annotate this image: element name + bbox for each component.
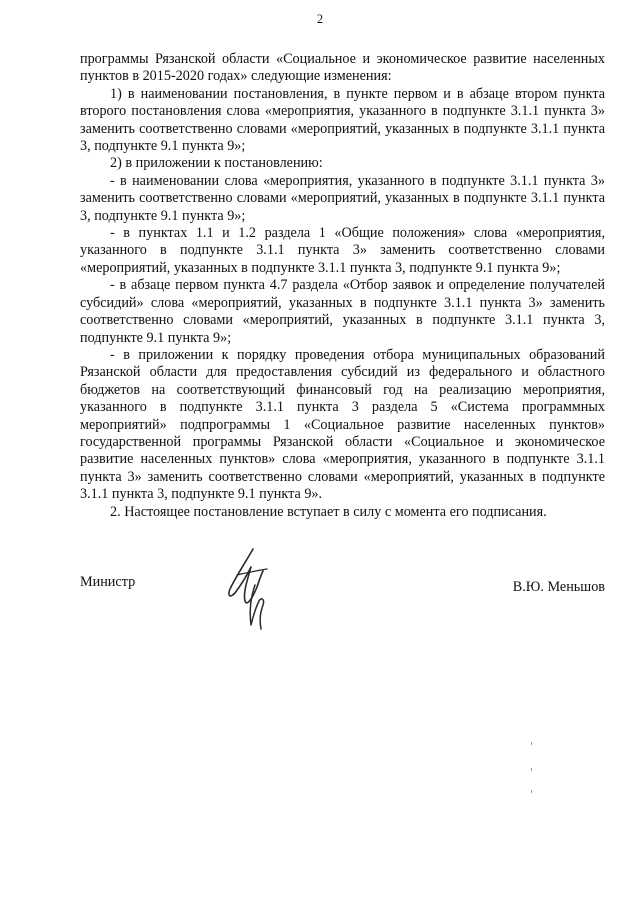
paragraph-sub-naming: - в наименовании слова «мероприятия, указанного в подпункте 3.1.1 пункта 3» заменить соответственно словами «мероприятий, указанных в подпункте 3.1.1 пункта 3, подпункте 9.1 пункта 9»;: [80, 172, 605, 224]
scan-margin-mark: [531, 768, 532, 771]
signature-block: [80, 570, 605, 630]
paragraph-effective-date: 2. Настоящее постановление вступает в силу с момента его подписания.: [110, 503, 547, 520]
handwritten-signature: [215, 545, 285, 635]
page-number: 2: [316, 12, 324, 26]
paragraph-item-1: 1) в наименовании постановления, в пункте первом и в абзаце втором пункта второго постановления слова «мероприятия, указанного в подпункте 3.1.1 пункта 3» заменить соответственно словами «мероприятий, указанных в подпункте 3.1.1 пункта 3, подпункте 9.1 пункта 9»;: [80, 85, 605, 155]
paragraph-item-2: 2) в приложении к постановлению:: [110, 155, 323, 172]
paragraph-sub-points: - в пунктах 1.1 и 1.2 раздела 1 «Общие положения» слова «мероприятия, указанного в подпункте 3.1.1 пункта 3» заменить соответственно словами «мероприятий, указанных в подпункте 3.1.1 пункта 3, подпункте 9.1 пункта 9»;: [80, 225, 605, 276]
paragraph-sub-section-4-7: - в абзаце первом пункта 4.7 раздела «Отбор заявок и определение получателей субсидий» слова «мероприятий, указанных в подпункте 3.1.1 пункта 3» заменить соответственно словами «мероприятий, указанных в подпункте 3.1.1 пункта 3, подпункте 9.1 пункта 9»;: [80, 277, 605, 346]
signer-name: В.Ю. Меньшов: [512, 579, 605, 595]
signer-title: Министр: [80, 574, 136, 590]
scan-margin-mark: [531, 742, 532, 745]
paragraph-intro: программы Рязанской области «Социальное и экономическое развитие населенных пунктов в 2015-2020 годах» следующие изменения:: [80, 51, 605, 85]
paragraph-sub-appendix: - в приложении к порядку проведения отбора муниципальных образований Рязанской области для предоставления субсидий из федерального и областного бюджетов на соответствующий финансовый год на реализацию мероприятия, указанного в подпункте 3.1.1 пункта 3 раздела 5 «Система программных мероприятий» подпрограммы 1 «Социальное развитие населенных пунктов» государственной программы Рязанской области «Социальное и экономическое развитие населенных пунктов» слова «мероприятия, указанного в подпункте 3.1.1 пункта 3» заменить соответственно словами «мероприятий, указанных в подпункте 3.1.1 пункта 3, подпункте 9.1 пункта 9».: [80, 346, 605, 503]
document-body: [80, 51, 605, 521]
scan-margin-mark: [531, 790, 532, 793]
